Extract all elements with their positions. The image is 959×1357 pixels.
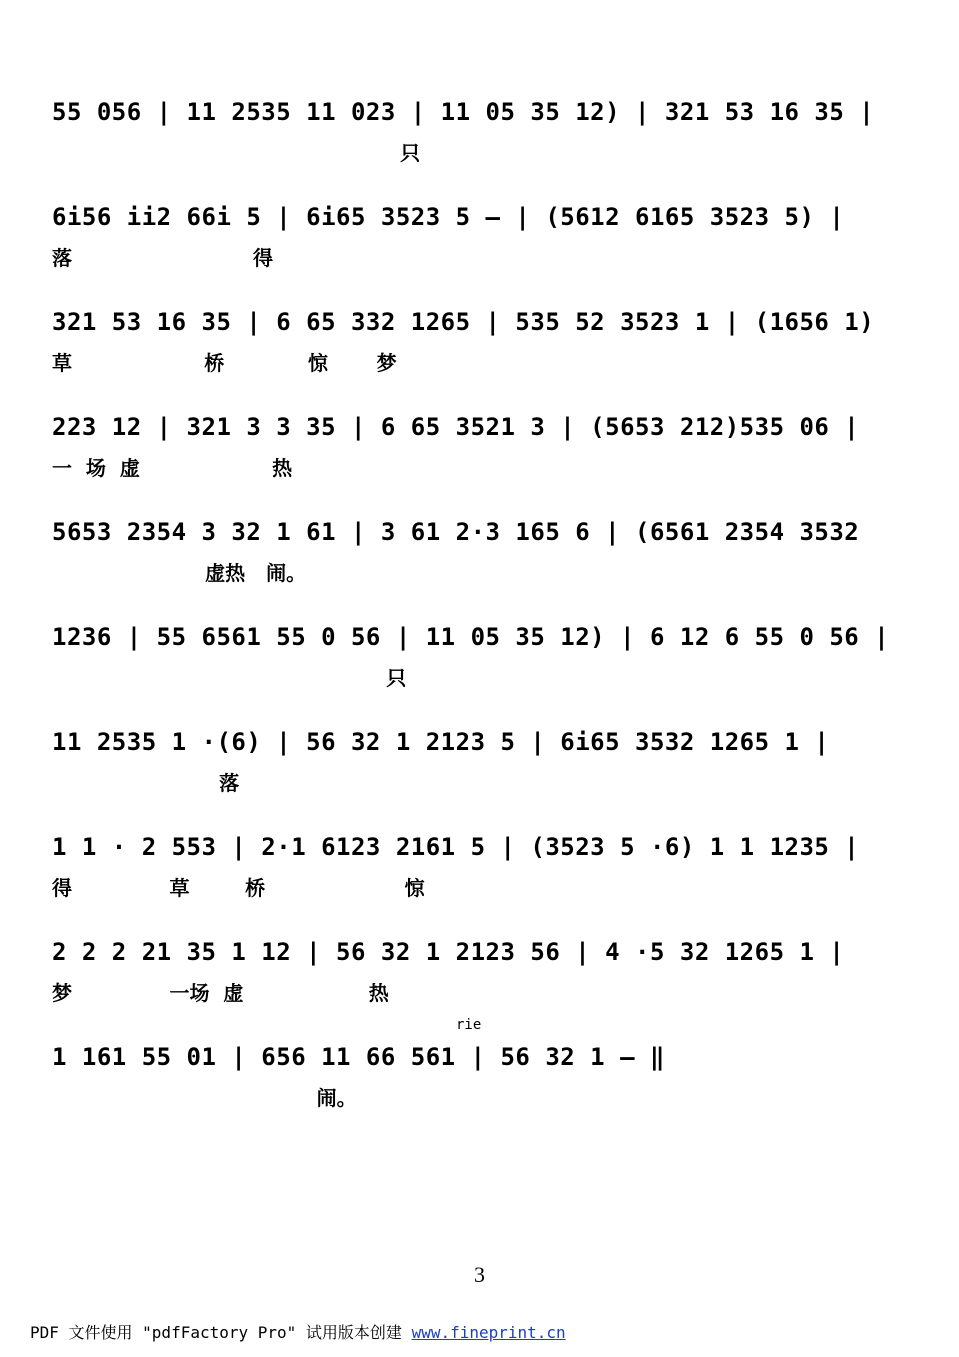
score-system-3	[0, 307, 959, 407]
lyric-line: 得 草 桥 惊	[52, 876, 425, 900]
notation-line: 321 53 16 35 | 6 65 332 1265 | 535 52 3523 1 | (1656 1)	[52, 308, 875, 336]
notation-line: 1236 | 55 6561 55 0 56 | 11 05 35 12) | 6 12 6 55 0 56 |	[52, 623, 890, 651]
notation-line: 55 056 | 11 2535 11 023 | 11 05 35 12) | 321 53 16 35 |	[52, 98, 875, 126]
score-system-10	[0, 1042, 959, 1142]
lyric-line: 梦 一场 虚 热	[52, 981, 389, 1005]
notation-line: 1 161 55 01 | 656 11 66 561 | 56 32 1 — ‖	[52, 1043, 665, 1071]
notation-line: 2 2 2 21 35 1 12 | 56 32 1 2123 56 | 4 ·5 32 1265 1 |	[52, 938, 845, 966]
footer-text: PDF 文件使用 "pdfFactory Pro" 试用版本创建	[30, 1323, 412, 1342]
lyric-line: 落	[52, 771, 240, 795]
footer-link[interactable]: www.fineprint.cn	[411, 1323, 566, 1342]
lyric-line: 只	[52, 666, 407, 690]
score-system-2	[0, 202, 959, 302]
score-system-6	[0, 622, 959, 722]
pdf-footer	[30, 1320, 566, 1343]
notation-line: 1 1 · 2 553 | 2·1 6123 2161 5 | (3523 5 ·6) 1 1 1235 |	[52, 833, 860, 861]
lyric-line: 草 桥 惊 梦	[52, 351, 397, 375]
lyric-line: 落 得	[52, 246, 274, 270]
lyric-line: 闹。	[52, 1086, 357, 1110]
lyric-line: 虚热 闹。	[52, 561, 307, 585]
lyric-line: 只	[52, 141, 421, 165]
notation-line: 6i56 ii2 66i 5 | 6i65 3523 5 — | (5612 6165 3523 5) |	[52, 203, 845, 231]
score-system-5	[0, 517, 959, 617]
score-system-1	[0, 97, 959, 197]
notation-line: 5653 2354 3 32 1 61 | 3 61 2·3 165 6 | (6561 2354 3532	[52, 518, 860, 546]
score-system-7	[0, 727, 959, 827]
performance-annotation: rie	[456, 1017, 482, 1033]
notation-line: 223 12 | 321 3 3 35 | 6 65 3521 3 | (5653 212)535 06 |	[52, 413, 860, 441]
score-system-8	[0, 832, 959, 932]
lyric-line: 一 场 虚 热	[52, 456, 293, 480]
notation-line: 11 2535 1 ·(6) | 56 32 1 2123 5 | 6i65 3532 1265 1 |	[52, 728, 830, 756]
score-system-4	[0, 412, 959, 512]
page-number: 3	[474, 1262, 485, 1287]
